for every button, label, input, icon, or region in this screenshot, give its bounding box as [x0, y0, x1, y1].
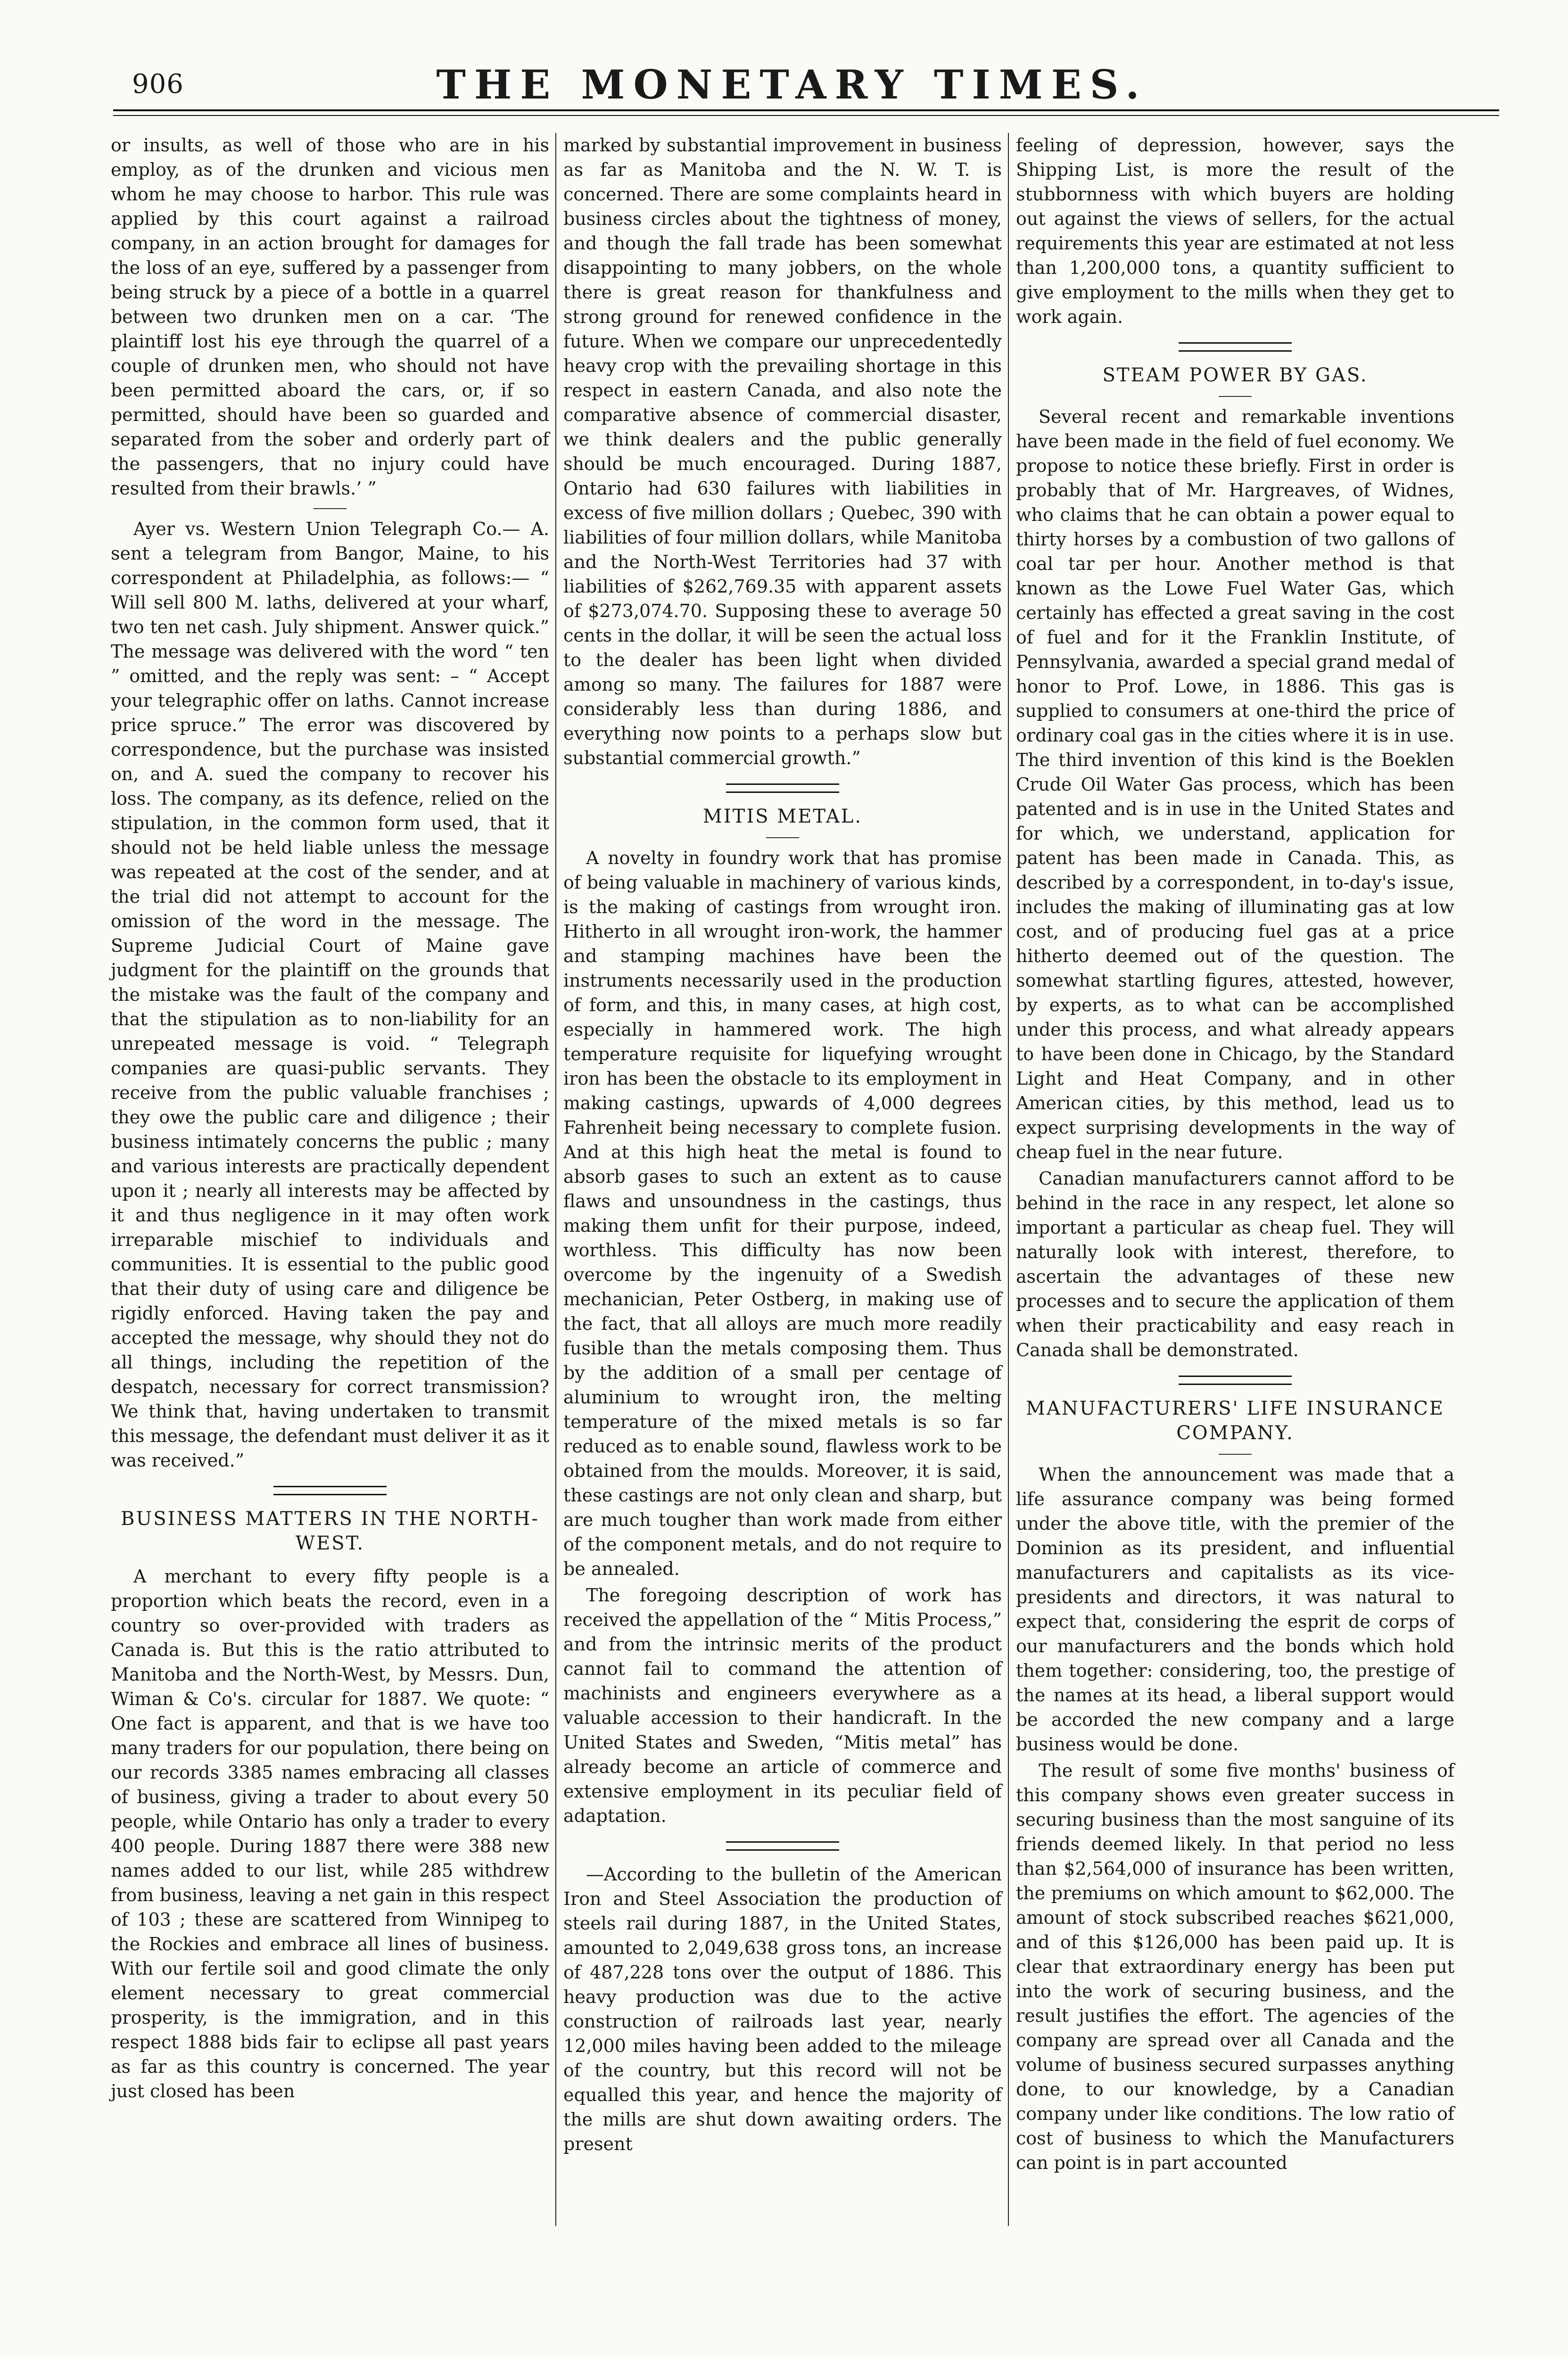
section-separator [726, 1841, 839, 1851]
article-paragraph: Ayer vs. Western Union Telegraph Co.— A. sent a telegram from Bangor, Maine, to his correspondent at Philadelphia, as follows:— “ Will sell 800 M. laths, delivered at your wharf, two ten net cash. July shipment. Answer quick.” The message was delivered with the word “ ten ” omitted, and the reply was sent: – “ Accept your telegraphic offer on laths. Cannot increase price spruce.” The error was discovered by correspondence, but the purchase was insisted on, and A. sued the company to recover his loss. The company, as its defence, relied on the stipulation, in the common form used, that it should not be held liable unless the message was repeated at the cost of the sender, and at the trial did not attempt to account for the omission of the word in the message. The Supreme Judicial Court of Maine gave judgment for the plaintiff on the grounds that the mistake was the fault of the company and that the stipulation as to non-liability for an unrepeated message is void. “ Telegraph companies are quasi-public servants. They receive from the public valuable franchises ; they owe the public care and diligence ; their business intimately concerns the public ; many and various interests are practically dependent upon it ; nearly all interests may be affected by it and thus negligence in it may often work irreparable mischief to individuals and communities. It is essential to the public good that their duty of using care and diligence be rigidly enforced. Having taken the pay and accepted the message, why should they not do all things, including the repetition of the despatch, necessary for correct transmission? We think that, having undertaken to transmit this message, the defendant must deliver it as it was received.” [111, 519, 549, 1471]
short-rule [314, 508, 347, 509]
section-separator [726, 783, 839, 793]
column-divider [555, 133, 556, 2226]
article-paragraph: A merchant to every fifty people is a proportion which beats the record, even in a country so over-provided with traders as Canada is. But this is the ratio attributed to Manitoba and the North-West, by Messrs. Dun, Wiman & Co's. circular for 1887. We quote: “ One fact is apparent, and that is we have too many traders for our population, there being on our records 3385 names embracing all classes of business, giving a trader to about every 50 people, while Ontario has only a trader to every 400 people. During 1887 there were 388 new names added to our list, while 285 withdrew from business, leaving a net gain in this respect of 103 ; these are scattered from Winnipeg to the Rockies and embrace all lines of business. With our fertile soil and good climate the only element necessary to great commercial prosperity, is the immigration, and in this respect 1888 bids fair to eclipse all past years as far as this country is concerned. The year just closed has been [111, 1566, 549, 2102]
header-rule [113, 109, 1499, 111]
short-rule [1219, 396, 1252, 397]
page-number: 906 [132, 69, 184, 99]
section-heading: STEAM POWER BY GAS. [1102, 364, 1368, 386]
column-divider [1008, 133, 1009, 2226]
article-paragraph: The result of some five months' business of this company shows even greater success in securing business than the most sanguine of its friends deemed likely. In that period no less than $2,564,000 of insurance has been written, the premiums on which amount to $62,000. The amount of stock subscribed reaches $621,000, and of this $126,000 has been paid up. It is clear that extraordinary energy has been put into the work of securing business, and the result justifies the effort. The agencies of the company are spread over all Canada and the volume of business secured surpasses anything done, to our knowledge, by a Canadian company under like conditions. The low ratio of cost of business to which the Manufacturers can point is in part accounted [1016, 1760, 1454, 2173]
section-separator [273, 1486, 387, 1495]
section-heading: MITIS METAL. [702, 806, 863, 827]
short-rule [766, 837, 799, 838]
section-heading: BUSINESS MATTERS IN THE NORTH-WEST. [121, 1508, 539, 1554]
article-paragraph: marked by substantial improvement in business as far as Manitoba and the N. W. T. is concerned. There are some complaints heard in business circles about the tightness of money, and though the fall trade has been somewhat disappointing to many jobbers, on the whole there is great reason for thankfulness and strong ground for renewed confidence in the future. When we compare our unprecedentedly heavy crop with the prevailing shortage in this respect in eastern Canada, and also note the comparative absence of commercial disaster, we think dealers and the public generally should be much encouraged. During 1887, Ontario had 630 failures with liabilities in excess of five million dollars ; Quebec, 390 with liabilities of four million dollars, while Manitoba and the North-West Territories had 37 with liabilities of $262,769.35 with apparent assets of $273,074.70. Supposing these to average 50 cents in the dollar, it will be seen the actual loss to the dealer has been light when divided among so many. The failures for 1887 were considerably less than during 1886, and everything now points to a perhaps slow but substantial commercial growth.” [563, 135, 1002, 768]
article-paragraph: or insults, as well of those who are in his employ, as of the drunken and vicious men whom he may choose to harbor. This rule was applied by this court against a railroad company, in an action brought for damages for the loss of an eye, suffered by a passenger from being struck by a piece of a bottle in a quarrel between two drunken men on a car. ‘The plaintiff lost his eye through the quarrel of a couple of drunken men, who should not have been permitted aboard the cars, or, if so permitted, should have been so guarded and separated from the sober and orderly part of the passengers, that no injury could have resulted from their brawls.’ ” [111, 135, 549, 499]
section-separator [1179, 342, 1292, 352]
header-rule-thin [113, 115, 1499, 116]
column-3 [1016, 133, 1454, 2177]
article-paragraph: When the announcement was made that a life assurance company was being formed under the above title, with the premier of the Dominion as its president, and influential manufacturers and capitalists as its vice-presidents and directors, it was natural to expect that, considering the esprit de corps of our manufacturers and the bonds which hold them together: considering, too, the prestige of the names at its head, a liberal support would be accorded the new company and a large business would be done. [1016, 1464, 1454, 1755]
column-1 [111, 133, 549, 2105]
masthead-title: THE MONETARY TIMES. [436, 61, 1148, 108]
article-paragraph: feeling of depression, however, says the Shipping List, is more the result of the stubbornness with which buyers are holding out against the views of sellers, for the actual requirements this year are estimated at not less than 1,200,000 tons, a quantity sufficient to give employment to the mills when they get to work again. [1016, 135, 1454, 327]
article-paragraph: Canadian manufacturers cannot afford to be behind in the race in any respect, let alone so important a particular as cheap fuel. They will naturally look with interest, therefore, to ascertain the advantages of these new processes and to secure the application of them when their practicability and easy reach in Canada shall be demonstrated. [1016, 1168, 1454, 1360]
section-heading: MANUFACTURERS' LIFE INSURANCE COMPANY. [1025, 1398, 1444, 1444]
article-paragraph: —According to the bulletin of the American Iron and Steel Association the production of steels rail during 1887, in the United States, amounted to 2,049,638 gross tons, an increase of 487,228 tons over the output of 1886. This heavy production was due to the active construction of railroads last year, nearly 12,000 miles having been added to the mileage of the country, but this record will not be equalled this year, and hence the majority of the mills are shut down awaiting orders. The present [563, 1864, 1002, 2154]
short-rule [1219, 1454, 1252, 1455]
article-paragraph: Several recent and remarkable inventions have been made in the field of fuel economy. We propose to notice these briefly. First in order is probably that of Mr. Hargreaves, of Widnes, who claims that he can obtain a power equal to thirty horses by a combustion of two gallons of coal tar per hour. Another method is that known as the Lowe Fuel Water Gas, which certainly has effected a great saving in the cost of fuel and for it the Franklin Institute, of Pennsylvania, awarded a special grand medal of honor to Prof. Lowe, in 1886. This gas is supplied to consumers at one-third the price of ordinary coal gas in the cities where it is in use. The third invention of this kind is the Boeklen Crude Oil Water Gas process, which has been patented and is in use in the United States and for which, we understand, application for patent has been made in Canada. This, as described by a correspondent, in to-day's issue, includes the making of illuminating gas at low cost, and of producing fuel gas at a price hitherto deemed out of the question. The somewhat startling figures, attested, however, by experts, as to what can be accomplished under this process, and what already appears to have been done in Chicago, by the Standard Light and Heat Company, and in other American cities, by this method, lead us to expect surprising developments in the way of cheap fuel in the near future. [1016, 406, 1454, 1162]
column-2 [563, 133, 1002, 2158]
article-paragraph: A novelty in foundry work that has promise of being valuable in machinery of various kinds, is the making of castings from wrought iron. Hitherto in all wrought iron-work, the hammer and stamping machines have been the instruments necessarily used in the production of form, and this, in many cases, at high cost, especially in hammered work. The high temperature requisite for liquefying wrought iron has been the obstacle to its employment in making castings, upwards of 4,000 degrees Fahrenheit being necessary to complete fusion. And at this high heat the metal is found to absorb gases to such an extent as to cause flaws and unsoundness in the castings, thus making them unfit for their purpose, indeed, worthless. This difficulty has now been overcome by the ingenuity of a Swedish mechanician, Peter Ostberg, in making use of the fact, that all alloys are much more readily fusible than the metals composing them. Thus by the addition of a small per centage of aluminium to wrought iron, the melting temperature of the mixed metals is so far reduced as to enable sound, flawless work to be obtained from the moulds. Moreover, it is said, these castings are not only clean and sharp, but are much tougher than work made from either of the component metals, and do not require to be annealed. [563, 848, 1002, 1579]
section-separator [1179, 1376, 1292, 1385]
article-paragraph: The foregoing description of work has received the appellation of the “ Mitis Process,” and from the intrinsic merits of the product cannot fail to command the attention of machinists and engineers everywhere as a valuable accession to their handicraft. In the United States and Sweden, “Mitis metal” has already become an article of commerce and extensive employment in its peculiar field of adaptation. [563, 1585, 1002, 1826]
